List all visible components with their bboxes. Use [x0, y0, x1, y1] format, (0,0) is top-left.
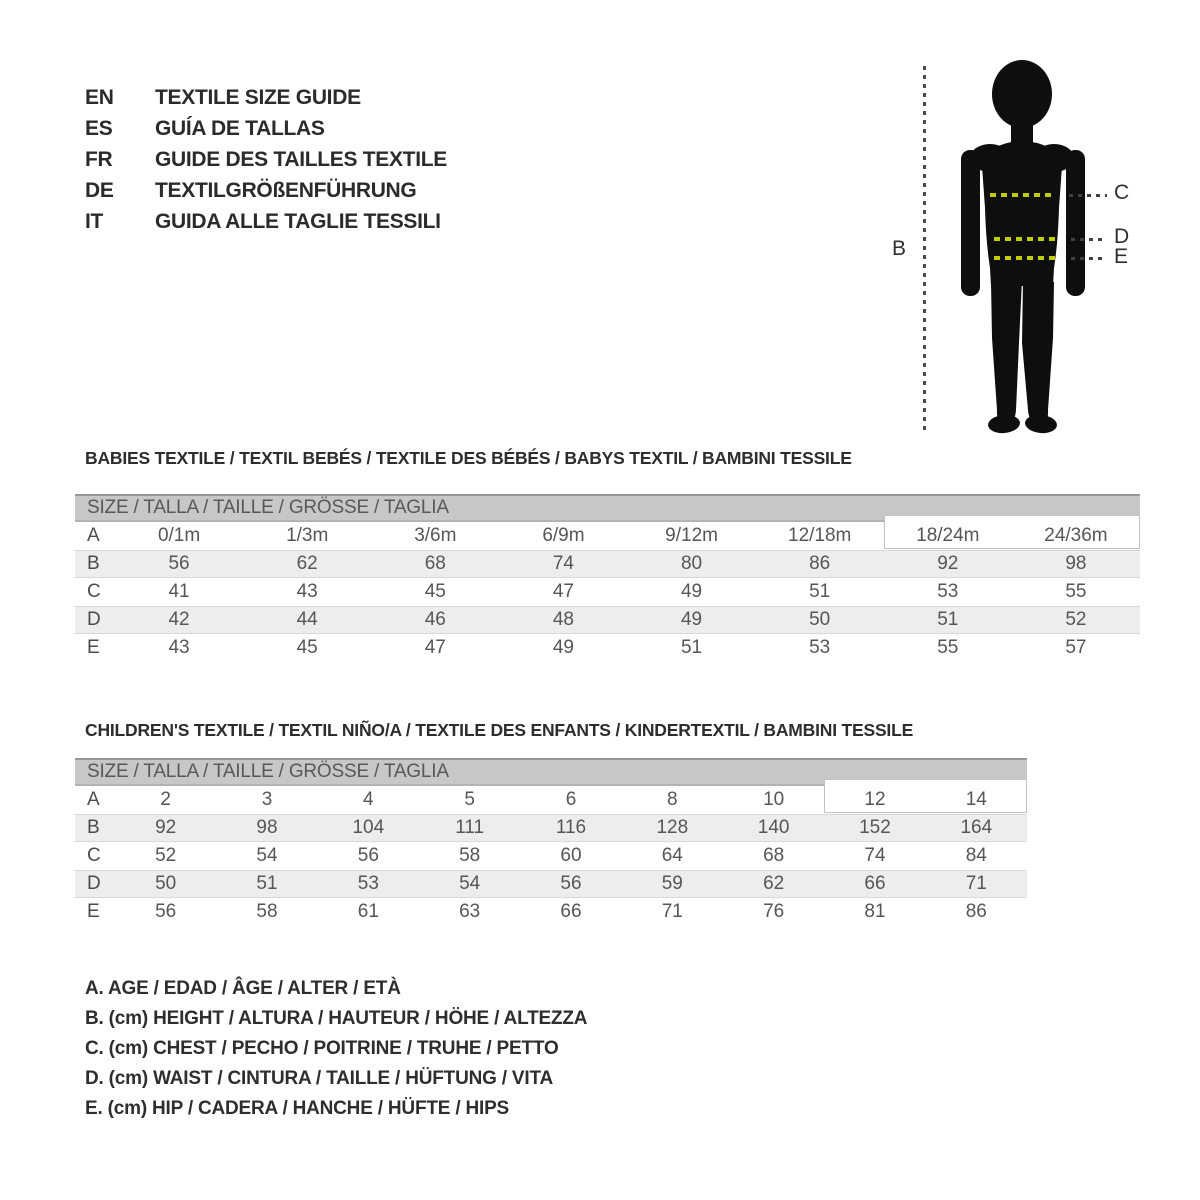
table-cell: 3/6m — [414, 525, 457, 546]
table-cell: 66 — [560, 901, 582, 922]
chest-pointer-line — [1069, 194, 1107, 197]
table-cell: 58 — [459, 845, 481, 866]
table-cell: 71 — [965, 873, 987, 894]
table-cell: 62 — [296, 553, 318, 574]
language-row-it — [85, 206, 447, 237]
language-row-fr — [85, 144, 447, 175]
table-row — [75, 870, 1027, 898]
table-cell: 98 — [256, 817, 278, 838]
table-cell: 44 — [296, 609, 318, 630]
size-table-body — [75, 522, 1140, 662]
table-cell: 51 — [937, 609, 959, 630]
babies-section-heading: BABIES TEXTILE / TEXTIL BEBÉS / TEXTILE DES BÉBÉS / BABYS TEXTIL / BAMBINI TESSILE — [85, 448, 852, 468]
table-cell: 51 — [680, 637, 703, 658]
table-row — [75, 898, 1027, 926]
measurement-figure — [890, 50, 1200, 450]
table-cell: 63 — [459, 901, 481, 922]
table-cell: 92 — [155, 817, 177, 838]
row-label-cell: A — [87, 525, 100, 546]
size-table-header: SIZE / TALLA / TAILLE / GRÖSSE / TAGLIA — [75, 758, 1027, 786]
table-row — [75, 606, 1140, 634]
table-cell: 50 — [155, 873, 177, 894]
size-table-header: SIZE / TALLA / TAILLE / GRÖSSE / TAGLIA — [75, 494, 1140, 522]
hip-pointer-line — [1071, 257, 1107, 260]
language-code: IT — [85, 209, 104, 233]
table-cell: 55 — [937, 637, 959, 658]
table-cell: 8 — [667, 789, 678, 810]
guide-title-it: GUIDA ALLE TAGLIE TESSILI — [155, 209, 441, 233]
table-cell: 116 — [555, 817, 587, 838]
guide-title-de: TEXTILGRÖßENFÜHRUNG — [155, 178, 417, 202]
table-cell: 49 — [680, 581, 703, 602]
table-cell: 56 — [155, 901, 177, 922]
measurement-legend — [85, 974, 587, 1124]
row-label-cell: C — [87, 581, 101, 602]
table-cell: 51 — [256, 873, 278, 894]
table-cell: 1/3m — [286, 525, 329, 546]
table-cell: 6 — [565, 789, 577, 810]
table-cell: 46 — [424, 609, 446, 630]
table-cell: 84 — [965, 845, 987, 866]
child-silhouette-icon — [960, 58, 1090, 438]
table-cell: 5 — [464, 789, 475, 810]
table-cell: 10 — [763, 789, 785, 810]
table-cell: 50 — [809, 609, 831, 630]
table-cell: 66 — [864, 873, 886, 894]
table-cell: 74 — [864, 845, 886, 866]
table-cell: 152 — [859, 817, 891, 838]
table-cell: 80 — [680, 553, 703, 574]
babies-size-table — [75, 494, 1140, 662]
chest-measure-label: C — [1114, 181, 1130, 204]
table-cell: 56 — [560, 873, 582, 894]
hip-measure-label: E — [1114, 245, 1129, 268]
table-cell: 58 — [256, 901, 278, 922]
legend-chest: C. (cm) CHEST / PECHO / POITRINE / TRUHE / PETTO — [85, 1038, 559, 1059]
table-cell: 81 — [864, 901, 886, 922]
table-cell: 64 — [661, 845, 683, 866]
table-cell: 6/9m — [542, 525, 585, 546]
table-cell: 111 — [455, 817, 485, 838]
table-cell: 164 — [960, 817, 993, 838]
table-cell: 18/24m — [916, 525, 980, 546]
row-label-cell: D — [87, 873, 101, 894]
chest-dashed-line — [990, 193, 1054, 197]
table-cell: 76 — [763, 901, 785, 922]
table-cell: 71 — [661, 901, 683, 922]
row-label-cell: B — [87, 553, 100, 574]
table-cell: 61 — [357, 901, 379, 922]
table-cell: 45 — [296, 637, 318, 658]
table-cell: 92 — [937, 553, 959, 574]
language-row-de — [85, 175, 447, 206]
table-cell: 3 — [261, 789, 273, 810]
language-title-list — [85, 82, 447, 237]
waist-pointer-line — [1071, 238, 1107, 241]
table-cell: 128 — [656, 817, 689, 838]
table-cell: 4 — [363, 789, 374, 810]
row-label-cell: E — [87, 637, 100, 658]
table-cell: 42 — [168, 609, 190, 630]
hip-dashed-line — [994, 256, 1058, 260]
table-cell: 54 — [459, 873, 481, 894]
height-measure-label: B — [892, 237, 907, 260]
language-code: EN — [85, 85, 114, 109]
row-label-cell: D — [87, 609, 101, 630]
table-cell: 47 — [552, 581, 574, 602]
table-cell: 74 — [552, 553, 574, 574]
row-label-cell: B — [87, 817, 100, 838]
waist-measure-label: D — [1114, 225, 1130, 248]
table-cell: 54 — [256, 845, 278, 866]
legend-waist: D. (cm) WAIST / CINTURA / TAILLE / HÜFTUNG / VITA — [85, 1068, 553, 1089]
table-cell: 52 — [1065, 609, 1087, 630]
table-cell: 52 — [155, 845, 177, 866]
table-cell: 45 — [424, 581, 446, 602]
table-cell: 14 — [965, 789, 987, 810]
table-cell: 53 — [937, 581, 959, 602]
table-cell: 68 — [763, 845, 785, 866]
language-row-es — [85, 113, 447, 144]
guide-title-en: TEXTILE SIZE GUIDE — [155, 85, 361, 109]
table-cell: 53 — [357, 873, 379, 894]
table-cell: 55 — [1065, 581, 1087, 602]
size-table-body — [75, 786, 1027, 926]
table-cell: 24/36m — [1044, 525, 1108, 546]
table-cell: 53 — [809, 637, 831, 658]
table-cell: 49 — [552, 637, 574, 658]
table-cell: 104 — [352, 817, 385, 838]
table-cell: 86 — [809, 553, 831, 574]
legend-height: B. (cm) HEIGHT / ALTURA / HAUTEUR / HÖHE / ALTEZZA — [85, 1008, 588, 1029]
row-label-cell: C — [87, 845, 101, 866]
table-row — [75, 814, 1027, 842]
language-row-en — [85, 82, 447, 113]
table-cell: 86 — [965, 901, 987, 922]
table-cell: 41 — [168, 581, 190, 602]
table-cell: 9/12m — [665, 525, 718, 546]
table-cell: 12 — [864, 789, 886, 810]
table-cell: 43 — [168, 637, 190, 658]
table-cell: 56 — [168, 553, 190, 574]
language-code: FR — [85, 147, 113, 171]
language-code: ES — [85, 116, 113, 140]
language-code: DE — [85, 178, 114, 202]
table-row — [75, 550, 1140, 578]
table-row — [75, 842, 1027, 870]
legend-hip: E. (cm) HIP / CADERA / HANCHE / HÜFTE / HIPS — [85, 1098, 510, 1119]
table-cell: 59 — [661, 873, 683, 894]
table-cell: 62 — [763, 873, 785, 894]
table-cell: 43 — [296, 581, 318, 602]
table-row — [75, 522, 1140, 550]
table-cell: 48 — [552, 609, 574, 630]
table-cell: 0/1m — [157, 525, 201, 546]
children-size-table — [75, 758, 1027, 926]
table-row — [75, 578, 1140, 606]
row-label-cell: E — [87, 901, 100, 922]
table-cell: 68 — [424, 553, 446, 574]
height-dashed-line — [923, 66, 926, 434]
table-cell: 98 — [1065, 553, 1087, 574]
children-section-heading: CHILDREN'S TEXTILE / TEXTIL NIÑO/A / TEXTILE DES ENFANTS / KINDERTEXTIL / BAMBINI TESSILE — [85, 720, 914, 740]
table-cell: 12/18m — [788, 525, 852, 546]
table-cell: 60 — [560, 845, 582, 866]
table-row — [75, 634, 1140, 662]
guide-title-es: GUÍA DE TALLAS — [155, 116, 325, 140]
table-cell: 56 — [357, 845, 379, 866]
legend-age: A. AGE / EDAD / ÂGE / ALTER / ETÀ — [85, 978, 401, 999]
table-cell: 47 — [424, 637, 446, 658]
table-row — [75, 786, 1027, 814]
table-cell: 2 — [160, 789, 171, 810]
table-cell: 140 — [757, 817, 790, 838]
table-cell: 49 — [680, 609, 703, 630]
row-label-cell: A — [87, 789, 100, 810]
table-cell: 57 — [1065, 637, 1087, 658]
waist-dashed-line — [994, 237, 1058, 241]
guide-title-fr: GUIDE DES TAILLES TEXTILE — [155, 147, 447, 171]
table-cell: 51 — [809, 581, 831, 602]
